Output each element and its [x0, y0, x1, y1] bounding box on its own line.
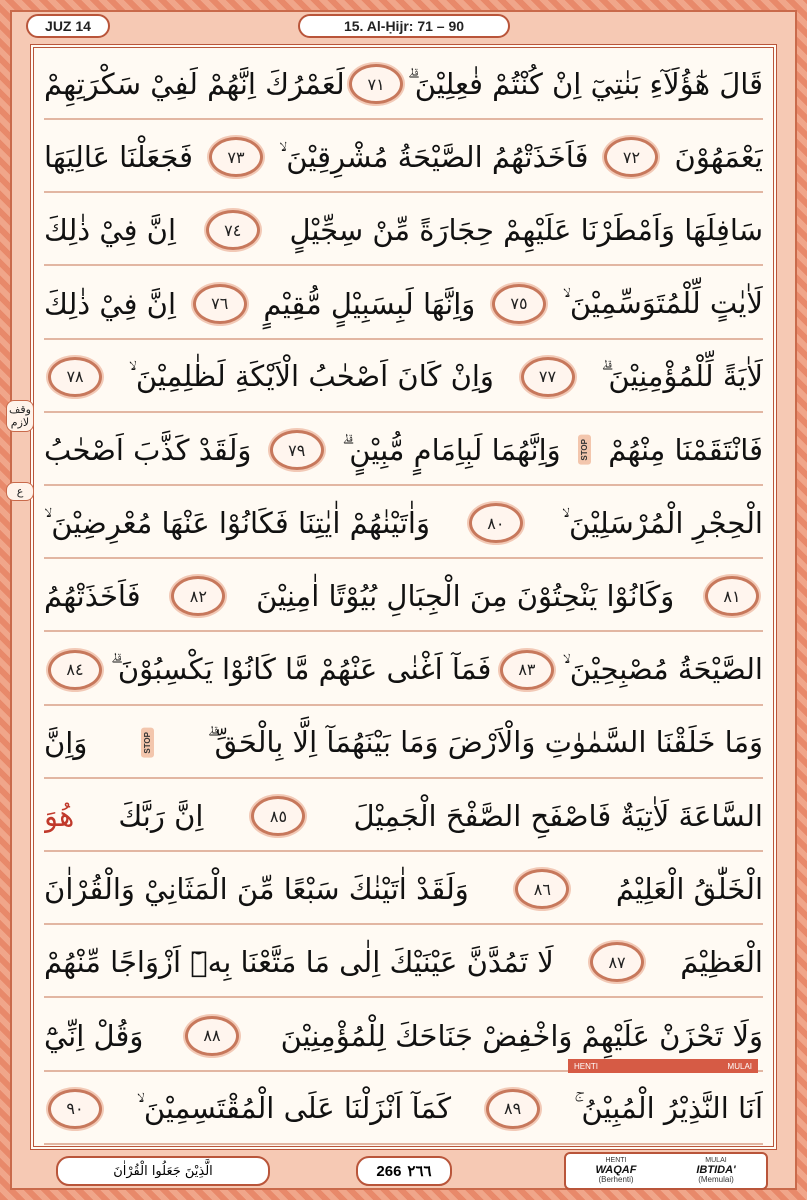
verse-text: وَاِنْ كَانَ اَصْحٰبُ الْاَيْكَةِ لَظٰلِمِيْنَ ۙ: [128, 359, 494, 394]
henti-mulai-bar: [568, 1059, 758, 1073]
henti-label: HENTI: [574, 1061, 598, 1071]
mushaf-line: [44, 853, 763, 925]
ayah-number-marker: ٧٨: [48, 357, 102, 397]
legend-waqaf-title: WAQAF: [595, 1163, 637, 1176]
verse-text: فَمَآ اَغْنٰى عَنْهُمْ مَّا كَانُوْا يَكْسِبُوْنَ ۗ: [110, 652, 492, 687]
page-number-box: [356, 1156, 452, 1186]
verse-text: وَمَا خَلَقْنَا السَّمٰوٰتِ وَالْاَرْضَ وَمَا بَيْنَهُمَآ اِلَّا بِالْحَقِّ ۗ: [207, 725, 763, 760]
mushaf-line: [44, 487, 763, 559]
verse-text: وَلَا تَحْزَنْ عَلَيْهِمْ وَاخْفِضْ جَنَاحَكَ لِلْمُؤْمِنِيْنَ: [280, 1018, 763, 1053]
verse-text: وَقُلْ اِنِّيْٓ: [44, 1018, 144, 1053]
ayah-number-marker: ٧٢: [604, 137, 658, 177]
mushaf-line: [44, 341, 763, 413]
mushaf-line: [44, 48, 763, 120]
verse-text: الْعَظِيْمَ: [680, 945, 763, 980]
mushaf-line: [44, 634, 763, 706]
verse-text: وَاٰتَيْنٰهُمْ اٰيٰتِنَا فَكَانُوْا عَنْهَا مُعْرِضِيْنَ ۙ: [44, 505, 430, 540]
verse-text: اِنَّ رَبَّكَ: [118, 799, 204, 833]
ayah-number-marker: ٨٩: [486, 1089, 540, 1129]
ayah-number-marker: ٨٤: [48, 650, 102, 690]
ayah-number-marker: ٨٢: [171, 576, 225, 616]
mushaf-line: [44, 560, 763, 632]
verse-text: الْحِجْرِ الْمُرْسَلِيْنَ ۙ: [561, 505, 763, 540]
verse-text: فَاَخَذَتْهُمُ الصَّيْحَةُ مُشْرِقِيْنَ ۙ: [279, 139, 589, 174]
ayah-number-marker: ٩٠: [48, 1089, 102, 1129]
ayah-number-marker: ٧٦: [193, 284, 247, 324]
verse-text: لَا تَمُدَّنَّ عَيْنَيْكَ اِلٰى مَا مَتَّعْنَا بِهٖٓ اَزْوَاجًا مِّنْهُمْ: [44, 945, 554, 980]
mushaf-line: [44, 414, 763, 486]
ayah-number-marker: ٨٥: [251, 796, 305, 836]
ayah-number-marker: ٧٣: [209, 137, 263, 177]
verse-text: يَعْمَهُوْنَ: [674, 140, 763, 175]
ayah-number-marker: ٨٣: [500, 650, 554, 690]
ayah-number-marker: ٧٥: [492, 284, 546, 324]
legend-waqaf: [566, 1154, 666, 1188]
page-number-arabic: ٢٦٦: [407, 1163, 432, 1180]
verse-text: الْخَلّٰقُ الْعَلِيْمُ: [615, 872, 763, 907]
legend-ibtida-sub: (Memulai): [698, 1175, 734, 1185]
mushaf-line: [44, 926, 763, 998]
legend-waqaf-sub: (Berhenti): [598, 1175, 634, 1185]
mushaf-line: [44, 268, 763, 340]
stop-sign: STOP: [578, 435, 591, 465]
verse-text: وَلَقَدْ اٰتَيْنٰكَ سَبْعًا مِّنَ الْمَثَانِيْ وَالْقُرْاٰنَ: [44, 872, 469, 907]
ayah-number-marker: ٨٠: [469, 503, 523, 543]
verse-text: سَافِلَهَا وَاَمْطَرْنَا عَلَيْهِمْ حِجَارَةً مِّنْ سِجِّيْلٍ: [289, 213, 763, 248]
mushaf-line: [44, 1073, 763, 1145]
stop-sign: STOP: [141, 728, 154, 758]
verse-text: فَجَعَلْنَا عَالِيَهَا: [44, 140, 193, 175]
verse-text: لَاٰيٰتٍ لِّلْمُتَوَسِّمِيْنَ ۙ: [562, 286, 763, 321]
ayah-number-marker: ٨٨: [185, 1016, 239, 1056]
mushaf-line: [44, 780, 763, 852]
margin-waqf-lazim-mark: وقف لازم: [6, 400, 34, 432]
mushaf-line: [44, 707, 763, 779]
quran-text-block: [34, 48, 773, 1146]
mushaf-line: [44, 121, 763, 193]
verse-text: فَاَخَذَتْهُمُ: [44, 579, 141, 614]
footer-surah-name: الَّذِيْنَ جَعَلُوا الْقُرْاٰنَ: [56, 1156, 270, 1186]
legend-ibtida-title: IBTIDA': [696, 1163, 736, 1176]
verse-text: وَكَانُوْا يَنْحِتُوْنَ مِنَ الْجِبَالِ بُيُوْتًا اٰمِنِيْنَ: [256, 579, 675, 614]
ayah-number-marker: ٨١: [705, 576, 759, 616]
mulai-label: MULAI: [727, 1061, 752, 1071]
verse-text: قَالَ هٰٓؤُلَآءِ بَنٰتِيٓ اِنْ كُنْتُمْ فٰعِلِيْنَ ۗ: [407, 66, 763, 101]
verse-text: وَاِنَّهَا لَبِسَبِيْلٍ مُّقِيْمٍ: [263, 286, 476, 321]
highlighted-word: هُوَ: [44, 799, 75, 833]
verse-text: اَنَا النَّذِيْرُ الْمُبِيْنُ ۚ: [574, 1091, 763, 1126]
legend-henti-caption: HENTI: [605, 1157, 627, 1165]
legend-ibtida: [666, 1154, 766, 1188]
mushaf-line: [44, 194, 763, 266]
ayah-number-marker: ٧١: [349, 64, 403, 104]
juz-label: JUZ 14: [26, 14, 110, 38]
verse-text: وَلَقَدْ كَذَّبَ اَصْحٰبُ: [44, 433, 252, 467]
verse-text: فَانْتَقَمْنَا مِنْهُمْ: [608, 433, 763, 467]
verse-text: اِنَّ فِيْ ذٰلِكَ: [44, 213, 177, 248]
verse-text: لَاٰيَةً لِّلْمُؤْمِنِيْنَ ۗ: [601, 359, 763, 394]
verse-text: الصَّيْحَةُ مُصْبِحِيْنَ ۙ: [562, 652, 763, 687]
ayah-number-marker: ٨٧: [590, 942, 644, 982]
verse-text: كَمَآ اَنْزَلْنَا عَلَى الْمُقْتَسِمِيْنَ ۙ: [136, 1091, 452, 1126]
verse-text: لَعَمْرُكَ اِنَّهُمْ لَفِيْ سَكْرَتِهِمْ: [44, 67, 345, 101]
verse-text: وَاِنَّ: [44, 725, 88, 760]
ayah-number-marker: ٧٩: [270, 430, 324, 470]
ayah-number-marker: ٧٤: [206, 210, 260, 250]
ayah-number-marker: ٨٦: [515, 869, 569, 909]
margin-ruku-mark: ع: [6, 482, 34, 501]
ayah-number-marker: ٧٧: [521, 357, 575, 397]
page-number: 266: [376, 1162, 402, 1180]
verse-text: اِنَّ فِيْ ذٰلِكَ: [44, 286, 177, 321]
legend-mulai-caption: MULAI: [705, 1157, 727, 1165]
waqaf-ibtida-legend: [564, 1152, 768, 1190]
verse-text: وَاِنَّهُمَا لَبِاِمَامٍ مُّبِيْنٍ ۗ: [342, 432, 561, 467]
surah-range-label: 15. Al-Ḥijr: 71 – 90: [298, 14, 510, 38]
verse-text: السَّاعَةَ لَاٰتِيَةٌ فَاصْفَحِ الصَّفْحَ الْجَمِيْلَ: [353, 799, 763, 833]
